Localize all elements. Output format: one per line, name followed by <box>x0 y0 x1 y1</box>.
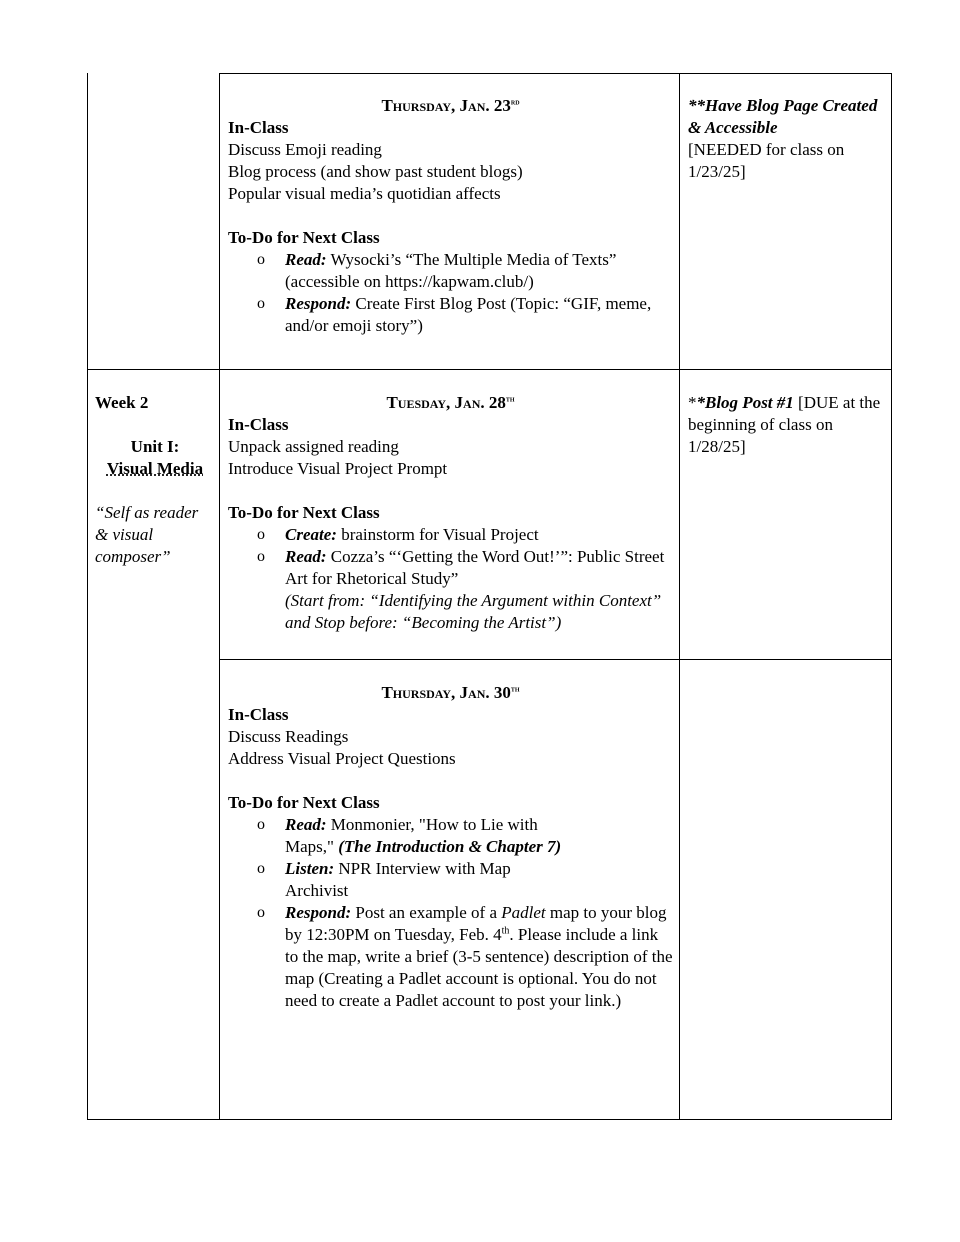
in-class-item: Unpack assigned reading <box>228 437 399 456</box>
in-class-heading: In-Class <box>228 705 289 724</box>
table-border-bottom <box>87 1119 892 1120</box>
unit-label: Unit I: <box>130 437 180 456</box>
unit-name: Visual Media <box>106 459 204 478</box>
todo-item: o Respond: Create First Blog Post (Topic: “GIF, meme, and/or emoji story”) <box>285 293 673 337</box>
table-divider-1 <box>219 73 220 1120</box>
table-border-left <box>87 73 88 1120</box>
in-class-item: Discuss Emoji reading <box>228 140 382 159</box>
row-top-border <box>219 73 892 74</box>
due-note-jan28 <box>688 392 886 458</box>
session-jan28 <box>228 392 673 634</box>
todo-heading: To-Do for Next Class <box>228 793 380 812</box>
todo-heading: To-Do for Next Class <box>228 503 380 522</box>
week2-label-cell <box>95 392 215 568</box>
in-class-heading: In-Class <box>228 415 289 434</box>
unit-tagline: “Self as reader & visual composer” <box>95 503 199 566</box>
table-divider-2 <box>679 73 680 1120</box>
todo-item: o Read: Monmonier, "How to Lie with Maps," (The Introduction & Chapter 7) <box>285 814 575 858</box>
day-title: Tuesday, Jan. 28th <box>386 393 515 412</box>
table-border-right <box>891 73 892 1120</box>
due-note-jan23 <box>688 95 886 183</box>
in-class-item: Discuss Readings <box>228 727 349 746</box>
in-class-item: Popular visual media’s quotidian affects <box>228 184 501 203</box>
todo-list <box>228 524 673 634</box>
day-title: Thursday, Jan. 23rd <box>381 96 520 115</box>
in-class-heading: In-Class <box>228 118 289 137</box>
todo-list <box>228 249 673 337</box>
todo-item: o Create: brainstorm for Visual Project <box>285 524 673 546</box>
session-jan23 <box>228 95 673 337</box>
day-title: Thursday, Jan. 30th <box>381 683 520 702</box>
reading-note: (Start from: “Identifying the Argument within Context” and Stop before: “Becoming the Artist”) <box>285 591 662 632</box>
todo-item: o Respond: Post an example of a Padlet map to your blog by 12:30PM on Tuesday, Feb. 4th. Please include a link to the map, write a brief (3-5 sentence) description of the map (Creating a Padlet account is optional. You do not need to create a Padlet account to post your link.) <box>285 902 673 1012</box>
session-jan30 <box>228 682 673 1012</box>
due-text: [NEEDED for class on 1/23/25] <box>688 140 845 181</box>
week-label: Week 2 <box>95 393 149 412</box>
todo-list <box>228 814 673 1012</box>
row-divider-jan30 <box>219 659 892 660</box>
in-class-item: Blog process (and show past student blogs) <box>228 162 523 181</box>
in-class-item: Introduce Visual Project Prompt <box>228 459 448 478</box>
in-class-item: Address Visual Project Questions <box>228 749 456 768</box>
todo-heading: To-Do for Next Class <box>228 228 380 247</box>
due-text: **Blog Post #1 [DUE at the beginning of class on 1/28/25] <box>688 393 881 456</box>
due-bold: **Have Blog Page Created & Accessible <box>688 96 878 137</box>
todo-item: o Read: Wysocki’s “The Multiple Media of Texts” (accessible on https://kapwam.club/) <box>285 249 673 293</box>
todo-item: o Listen: NPR Interview with Map Archivist <box>285 858 545 902</box>
row-divider-week2 <box>87 369 892 370</box>
todo-item: o Read: Cozza’s “‘Getting the Word Out!’”: Public Street Art for Rhetorical Study” (Start from: “Identifying the Argument within Context” and Stop before: “Becoming the Artist”) <box>285 546 673 634</box>
